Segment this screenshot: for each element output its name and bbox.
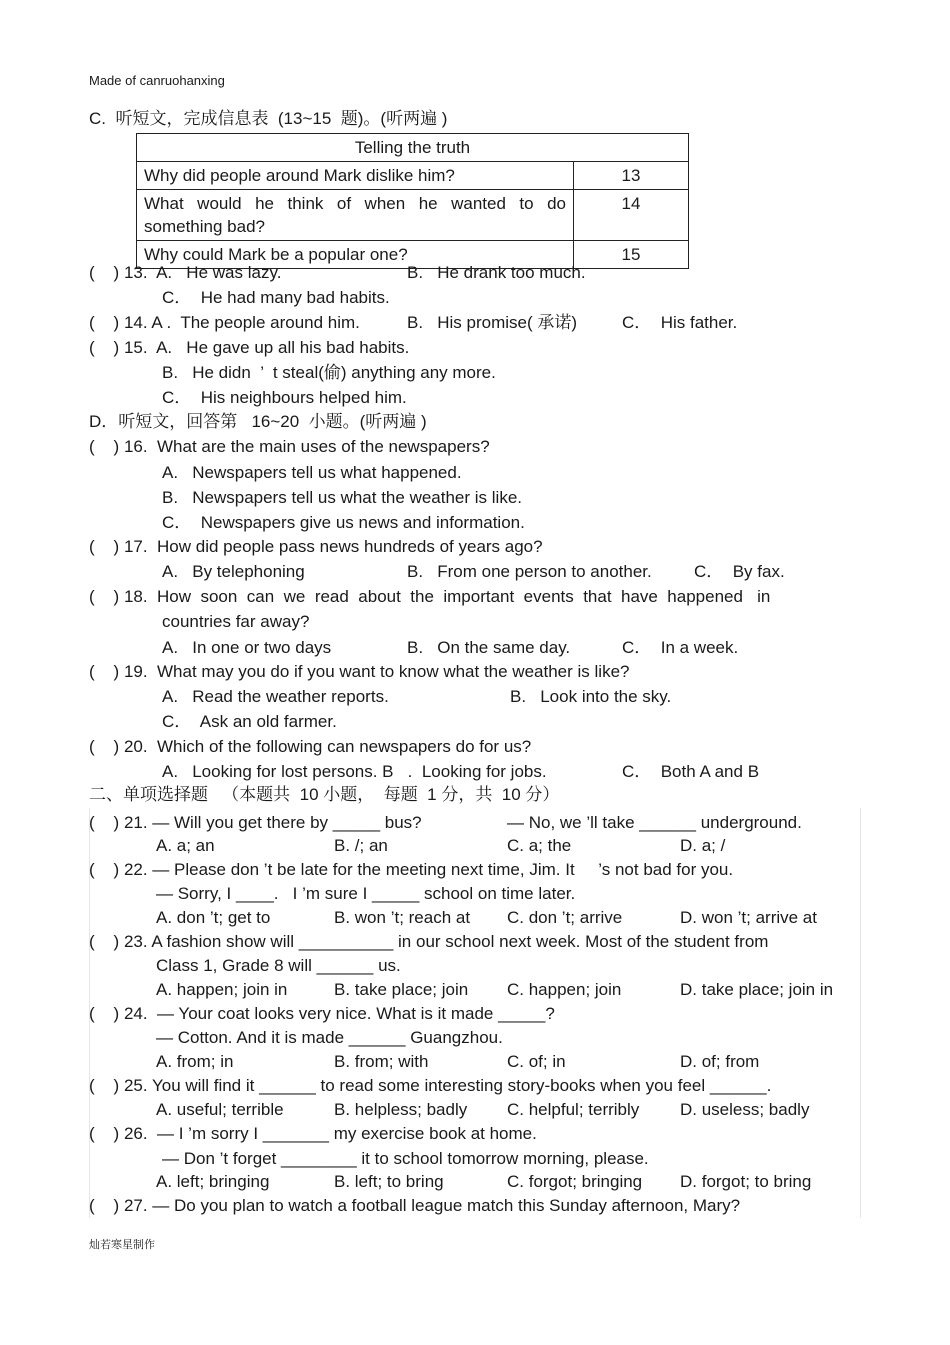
option-16b: B. Newspapers tell us what the weather is like. bbox=[162, 488, 522, 507]
option-23b: B. take place; join bbox=[334, 980, 469, 999]
section-c-heading: C. 听短文，完成信息表 (13~15 题)。(听两遍 ) bbox=[89, 109, 448, 128]
option-13c: C． He had many bad habits. bbox=[162, 288, 390, 307]
table-title: Telling the truth bbox=[137, 134, 689, 162]
question-13: ( ) 13. A. He was lazy. bbox=[89, 263, 282, 282]
option-19a: A. Read the weather reports. bbox=[162, 687, 389, 706]
option-21a: A. a; an bbox=[156, 836, 215, 855]
table-question: Why did people around Mark dislike him? bbox=[137, 162, 574, 190]
question-18-cont: countries far away? bbox=[162, 612, 310, 631]
option-26a: A. left; bringing bbox=[156, 1172, 270, 1191]
question-17: ( ) 17. How did people pass news hundreds of years ago? bbox=[89, 537, 543, 556]
header-text: Made of canruohanxing bbox=[89, 73, 225, 88]
option-25a: A. useful; terrible bbox=[156, 1100, 284, 1119]
question-20: ( ) 20. Which of the following can newspapers do for us? bbox=[89, 737, 532, 756]
table-number: 13 bbox=[574, 162, 689, 190]
section-2-heading: 二、单项选择题 （本题共 10 小题， 每题 1 分，共 10 分） bbox=[89, 785, 560, 804]
option-16a: A. Newspapers tell us what happened. bbox=[162, 463, 462, 482]
table-question: What would he think of when he wanted to do something bad? bbox=[137, 190, 574, 241]
question-14: ( ) 14. A . The people around him. bbox=[89, 313, 360, 332]
section-d-heading: D．听短文，回答第 16~20 小题。(听两遍 ) bbox=[89, 412, 427, 431]
table-row bbox=[137, 190, 689, 241]
table-number: 15 bbox=[574, 241, 689, 269]
question-19: ( ) 19. What may you do if you want to know what the weather is like? bbox=[89, 662, 630, 681]
option-24c: C. of; in bbox=[507, 1052, 566, 1071]
option-15c: C． His neighbours helped him. bbox=[162, 388, 407, 407]
option-17a: A. By telephoning bbox=[162, 562, 305, 581]
option-15b: B. He didn ’ t steal(偷) anything any more. bbox=[162, 363, 496, 382]
footer-text: 灿若寒星制作 bbox=[89, 1239, 155, 1251]
option-14b: B. His promise( 承诺) bbox=[407, 313, 578, 332]
option-21b: B. /; an bbox=[334, 836, 388, 855]
option-22a: A. don ’t; get to bbox=[156, 908, 271, 927]
option-22b: B. won ’t; reach at bbox=[334, 908, 471, 927]
question-21: ( ) 21. — Will you get there by _____ bus? bbox=[89, 813, 422, 832]
info-table bbox=[136, 133, 689, 269]
question-24-reply: — Cotton. And it is made ______ Guangzhou. bbox=[156, 1028, 503, 1047]
question-23: ( ) 23. A fashion show will __________ in our school next week. Most of the student from bbox=[89, 932, 769, 951]
question-26-reply: — Don ’t forget ________ it to school tomorrow morning, please. bbox=[162, 1149, 649, 1168]
table-question: Why could Mark be a popular one? bbox=[137, 241, 574, 269]
question-24: ( ) 24. — Your coat looks very nice. What is it made _____? bbox=[89, 1004, 555, 1023]
option-24a: A. from; in bbox=[156, 1052, 234, 1071]
right-margin-line bbox=[860, 808, 861, 1218]
option-14c: C． His father. bbox=[622, 313, 738, 332]
question-26: ( ) 26. — I ’m sorry I _______ my exercise book at home. bbox=[89, 1124, 537, 1143]
option-19b: B. Look into the sky. bbox=[510, 687, 672, 706]
option-16c: C． Newspapers give us news and information. bbox=[162, 513, 525, 532]
question-25: ( ) 25. You will find it ______ to read some interesting story-books when you feel ______. bbox=[89, 1076, 772, 1095]
question-22-reply: — Sorry, I ____. I ’m sure I _____ school on time later. bbox=[156, 884, 576, 903]
option-24b: B. from; with bbox=[334, 1052, 429, 1071]
option-24d: D. of; from bbox=[680, 1052, 760, 1071]
option-17b: B. From one person to another. bbox=[407, 562, 652, 581]
option-18b: B. On the same day. bbox=[407, 638, 571, 657]
option-22d: D. won ’t; arrive at bbox=[680, 908, 817, 927]
option-21d: D. a; / bbox=[680, 836, 726, 855]
question-16: ( ) 16. What are the main uses of the newspapers? bbox=[89, 437, 490, 456]
option-25d: D. useless; badly bbox=[680, 1100, 810, 1119]
option-20ab: A. Looking for lost persons. B . Looking for jobs. bbox=[162, 762, 547, 781]
option-25b: B. helpless; badly bbox=[334, 1100, 468, 1119]
question-27: ( ) 27. — Do you plan to watch a football league match this Sunday afternoon, Mary? bbox=[89, 1196, 741, 1215]
option-26c: C. forgot; bringing bbox=[507, 1172, 643, 1191]
question-18: ( ) 18. How soon can we read about the important events that have happened in bbox=[89, 587, 771, 606]
question-21-reply: — No, we ’ll take ______ underground. bbox=[507, 813, 802, 832]
option-20c: C． Both A and B bbox=[622, 762, 760, 781]
table-title-row bbox=[137, 134, 689, 162]
table-number: 14 bbox=[574, 190, 689, 241]
option-22c: C. don ’t; arrive bbox=[507, 908, 623, 927]
option-17c: C． By fax. bbox=[694, 562, 785, 581]
option-25c: C. helpful; terribly bbox=[507, 1100, 640, 1119]
option-23c: C. happen; join bbox=[507, 980, 622, 999]
option-23d: D. take place; join in bbox=[680, 980, 834, 999]
option-26b: B. left; to bring bbox=[334, 1172, 444, 1191]
question-23-cont: Class 1, Grade 8 will ______ us. bbox=[156, 956, 401, 975]
option-21c: C. a; the bbox=[507, 836, 572, 855]
option-18c: C． In a week. bbox=[622, 638, 739, 657]
option-23a: A. happen; join in bbox=[156, 980, 288, 999]
question-22: ( ) 22. — Please don ’t be late for the meeting next time, Jim. It ’s not bad for you. bbox=[89, 860, 734, 879]
option-13b: B. He drank too much. bbox=[407, 263, 586, 282]
option-18a: A. In one or two days bbox=[162, 638, 332, 657]
question-15: ( ) 15. A. He gave up all his bad habits. bbox=[89, 338, 410, 357]
option-19c: C． Ask an old farmer. bbox=[162, 712, 337, 731]
option-26d: D. forgot; to bring bbox=[680, 1172, 812, 1191]
table-row bbox=[137, 162, 689, 190]
